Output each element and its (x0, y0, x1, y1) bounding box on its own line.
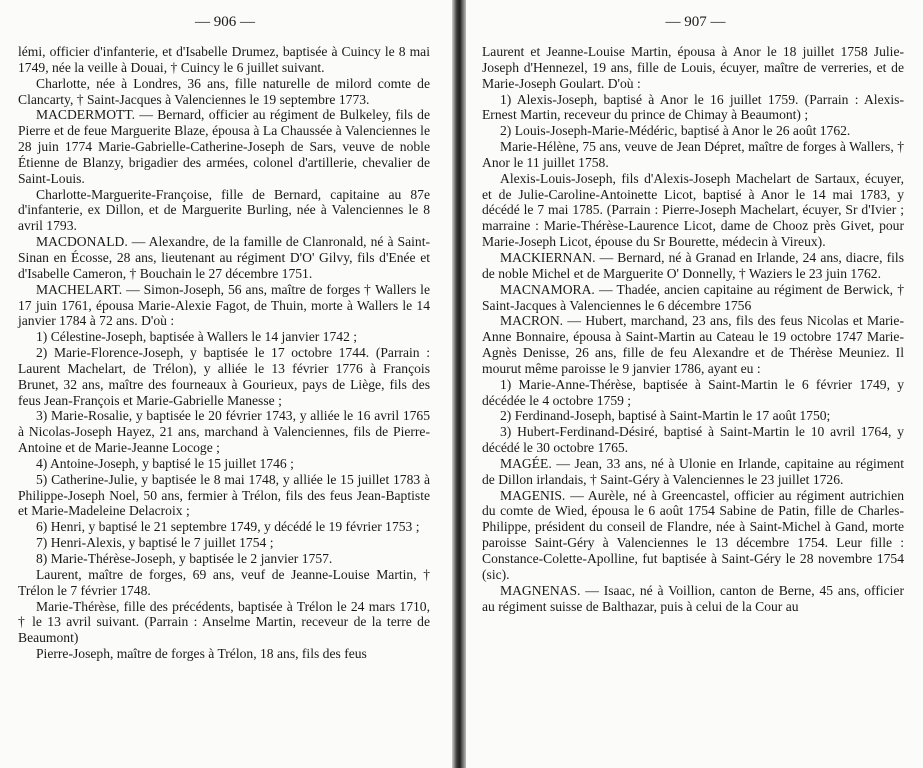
paragraph: MAGNENAS. — Isaac, né à Voillion, canton de Berne, 45 ans, officier au régiment suisse de Balthazar, puis à celui de la Cour au (482, 582, 904, 614)
list-item: 7) Henri-Alexis, y baptisé le 7 juillet 1754 ; (36, 535, 274, 551)
book-gutter (452, 0, 466, 768)
page-number-right: — 907 — (665, 14, 726, 30)
list-item: 2) Ferdinand-Joseph, baptisé à Saint-Martin le 17 août 1750; (500, 408, 831, 424)
list-item: 6) Henri, y baptisé le 21 septembre 1749, y décédé le 19 février 1753 ; (36, 519, 420, 535)
right-page (468, 0, 923, 768)
paragraph: Laurent et Jeanne-Louise Martin, épousa à Anor le 18 juillet 1758 Julie-Joseph d'Hennezel, 19 ans, fille de Louis, écuyer, maître de verreries, et de Marie-Joseph Goulart. D'où : (482, 44, 904, 91)
paragraph: MAGÉE. — Jean, 33 ans, né à Ulonie en Irlande, capitaine au régiment de Dillon irlandais, † Saint-Géry à Valenciennes le 23 juillet 1726. (482, 455, 904, 487)
list-item: 3) Marie-Rosalie, y baptisée le 20 février 1743, y alliée le 16 avril 1765 à Nicolas-Joseph Hayez, 21 ans, marchand à Valenciennes, fils de Pierre-Antoine et de Marie-Jeanne Locoge ; (18, 408, 430, 456)
paragraph: lémi, officier d'infanterie, et d'Isabelle Drumez, baptisée à Cuincy le 8 mai 1749, née la veille à Douai, † Cuincy le 6 juillet suivant. (18, 44, 430, 75)
list-item: 8) Marie-Thérèse-Joseph, y baptisée le 2 janvier 1757. (36, 551, 333, 566)
paragraph: MACRON. — Hubert, marchand, 23 ans, fils des feus Nicolas et Marie-Anne Bonnaire, épousa à Saint-Martin au Cateau le 19 octobre 1747 Marie-Agnès Denisse, 26 ans, fille de feu Alexandre et de Thérèse Meuniez. Il mourut même paroisse le 9 janvier 1786, ayant eu : (482, 313, 904, 376)
paragraph: Alexis-Louis-Joseph, fils d'Alexis-Joseph Machelart de Sartaux, écuyer, et de Julie-Caroline-Antoinette Licot, baptisé à Anor le 14 mai 1783, y décédé le 7 mai 1785. (Parrain : Pierre-Joseph Machelart, écuyer, Sr d'Ivier ; marraine : Marie-Thérèse-Laurence Licot, dame de Chooz près Givet, pour Marie-Joseph Licot, épouse du Sr Bourette, médecin à Vireux). (482, 170, 904, 250)
list-item: 4) Antoine-Joseph, y baptisé le 15 juillet 1746 ; (36, 455, 294, 471)
list-item: 2) Louis-Joseph-Marie-Médéric, baptisé à Anor le 26 août 1762. (500, 123, 851, 139)
list-item: 1) Marie-Anne-Thérèse, baptisée à Saint-Martin le 6 février 1749, y décédée le 4 octobre 1759 ; (482, 376, 904, 408)
list-item: 1) Célestine-Joseph, baptisée à Wallers le 14 janvier 1742 ; (36, 329, 358, 345)
left-page-text (18, 44, 430, 662)
paragraph: MACHELART. — Simon-Joseph, 56 ans, maître de forges † Wallers le 17 juin 1761, épousa Marie-Alexie Fagot, de Thuin, morte à Wallers le 14 janvier 1784 à 72 ans. D'où : (18, 281, 430, 329)
list-item: 1) Alexis-Joseph, baptisé à Anor le 16 juillet 1759. (Parrain : Alexis-Ernest Martin, receveur du prince de Chimay à Beaumont) ; (482, 91, 904, 123)
page-number-left: — 906 — (195, 14, 255, 30)
paragraph: Charlotte, née à Londres, 36 ans, fille naturelle de milord comte de Clancarty, † Saint-Jacques à Valenciennes le 19 septembre 1773. (18, 75, 430, 107)
paragraph: Charlotte-Marguerite-Françoise, fille de Bernard, capitaine au 87e d'infanterie, ex Dillon, et de Marguerite Burling, née à Valenciennes le 8 avril 1793. (18, 186, 430, 234)
left-page (0, 0, 450, 768)
paragraph: MACDONALD. — Alexandre, de la famille de Clanronald, né à Saint-Sinan en Écosse, 28 ans, lieutenant au régiment D'O' Gilvy, fils d'Enée et d'Isabelle Cameron, † Bouchain le 27 décembre 1751. (18, 234, 430, 281)
paragraph: Laurent, maître de forges, 69 ans, veuf de Jeanne-Louise Martin, † Trélon le 7 février 1748. (18, 566, 430, 598)
list-item: 3) Hubert-Ferdinand-Désiré, baptisé à Saint-Martin le 10 avril 1764, y décédé le 30 octobre 1765. (482, 424, 904, 456)
list-item: 5) Catherine-Julie, y baptisée le 8 mai 1748, y alliée le 15 juillet 1783 à Philippe-Joseph Noel, 50 ans, fermier à Trélon, fils des feus Jean-Baptiste et Marie-Madeleine Delacroix ; (18, 471, 430, 519)
paragraph: MACNAMORA. — Thadée, ancien capitaine au régiment de Berwick, † Saint-Jacques à Valenciennes le 6 décembre 1756 (482, 281, 904, 313)
paragraph: Marie-Hélène, 75 ans, veuve de Jean Dépret, maître de forges à Wallers, † Anor le 11 juillet 1758. (482, 139, 904, 170)
paragraph: MACDERMOTT. — Bernard, officier au régiment de Bulkeley, fils de Pierre et de feue Marguerite Blaze, épousa à La Chaussée à Valenciennes le 28 juin 1774 Marie-Gabrielle-Catherine-Joseph de Sars, veuve de noble Étienne de Blanzy, brigadier des armées, colonel d'artillerie, chevalier de Saint-Louis. (18, 107, 430, 186)
list-item: 2) Marie-Florence-Joseph, y baptisée le 17 octobre 1744. (Parrain : Laurent Machelart, de Trélon), y alliée le 13 février 1776 à François Brunet, 32 ans, maître des fourneaux à Gourieux, pays de Liège, fils des feus Jean-François et Marie-Gabrielle Manesse ; (18, 345, 430, 408)
paragraph: MACKIERNAN. — Bernard, né à Granad en Irlande, 24 ans, diacre, fils de noble Michel et de Marguerite O' Donnelly, † Waziers le 23 juin 1762. (482, 249, 904, 281)
paragraph: MAGENIS. — Aurèle, né à Greencastel, officier au régiment autrichien du comte de Wied, épousa le 6 août 1754 Sabine de Patin, fille de Charles-Philippe, président du conseil de Flandre, née à Saint-Michel à Gand, morte paroisse Saint-Géry à Valenciennes le 13 décembre 1754. Leur fille : Constance-Colette-Apolline, fut baptisée à Saint-Géry le 28 novembre 1754 (sic). (482, 487, 904, 582)
paragraph: Pierre-Joseph, maître de forges à Trélon, 18 ans, fils des feus (36, 646, 367, 662)
right-page-text (482, 44, 904, 614)
paragraph: Marie-Thérèse, fille des précédents, baptisée à Trélon le 24 mars 1710, † le 13 avril suivant. (Parrain : Anselme Martin, receveur de la terre de Beaumont) (18, 598, 430, 646)
